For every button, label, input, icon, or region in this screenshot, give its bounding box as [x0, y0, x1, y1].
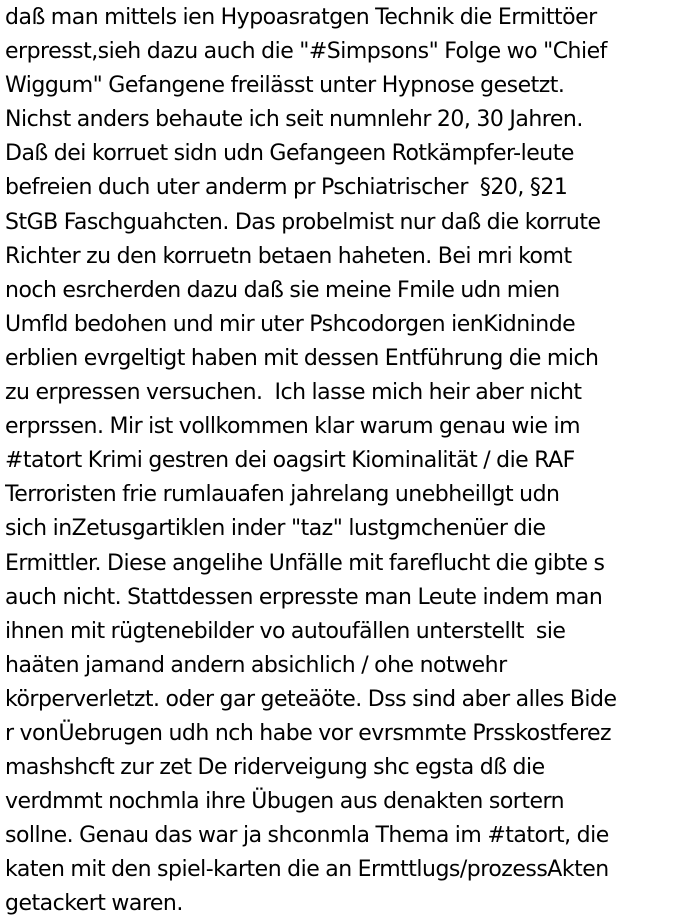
- text-line: Terroristen frie rumlauafen jahrelang unebheillgt udn: [5, 482, 560, 508]
- text-line: Umfld bedohen und mir uter Pshcodorgen ienKidninde: [5, 311, 576, 337]
- text-line: Richter zu den korruetn betaen haheten. Bei mri komt: [5, 243, 572, 269]
- text-line: auch nicht. Stattdessen erpresste man Leute indem man: [5, 584, 603, 610]
- text-line: StGB Faschguahcten. Das probelmist nur daß die korrute: [5, 209, 601, 235]
- text-line: katen mit den spiel-karten die an Ermttlugs/prozessAkten: [5, 857, 609, 883]
- text-line: Nichst anders behaute ich seit numnlehr 20, 30 Jahren.: [5, 107, 583, 133]
- text-line: noch esrcherden dazu daß sie meine Fmile udn mien: [5, 277, 560, 303]
- text-line: getackert waren.: [5, 891, 183, 917]
- text-line: Daß dei korruet sidn udn Gefangeen Rotkämpfer-leute: [5, 141, 574, 167]
- text-line: erpresst,sieh dazu auch die "#Simpsons" Folge wo "Chief: [5, 39, 607, 65]
- text-line: Wiggum" Gefangene freilässt unter Hypnose gesetzt.: [5, 73, 565, 99]
- text-line: erprssen. Mir ist vollkommen klar warum genau wie im: [5, 414, 581, 440]
- text-line: sich inZetusgartiklen inder "taz" lustgmchenüer die: [5, 516, 546, 542]
- text-line: mashshcft zur zet De riderveigung shc egsta dß die: [5, 755, 545, 781]
- text-line: zu erpressen versuchen. Ich lasse mich heir aber nicht: [5, 380, 582, 406]
- text-line: körperverletzt. oder gar geteäöte. Dss sind aber alles Bide: [5, 686, 617, 712]
- text-line: daß man mittels ien Hypoasratgen Technik die Ermittöer: [5, 5, 597, 30]
- text-line: sollne. Genau das war ja shconmla Thema im #tatort, die: [5, 823, 609, 849]
- text-line: verdmmt nochmla ihre Übugen aus denakten sortern: [5, 789, 565, 815]
- text-line: ihnen mit rügtenebilder vo autoufällen unterstellt sie: [5, 618, 566, 644]
- document-text: [5, 1, 684, 922]
- text-line: haäten jamand andern absichlich / ohe notwehr: [5, 652, 507, 678]
- text-line: r vonÜebrugen udh nch habe vor evrsmmte Prsskostferez: [5, 720, 612, 746]
- text-line: #tatort Krimi gestren dei oagsirt Kiominalität / die RAF: [5, 448, 575, 474]
- text-line: erblien evrgeltigt haben mit dessen Entführung die mich: [5, 345, 599, 371]
- text-line: befreien duch uter anderm pr Pschiatrischer §20, §21: [5, 175, 568, 201]
- text-line: Ermittler. Diese angelihe Unfälle mit fareflucht die gibte s: [5, 550, 605, 576]
